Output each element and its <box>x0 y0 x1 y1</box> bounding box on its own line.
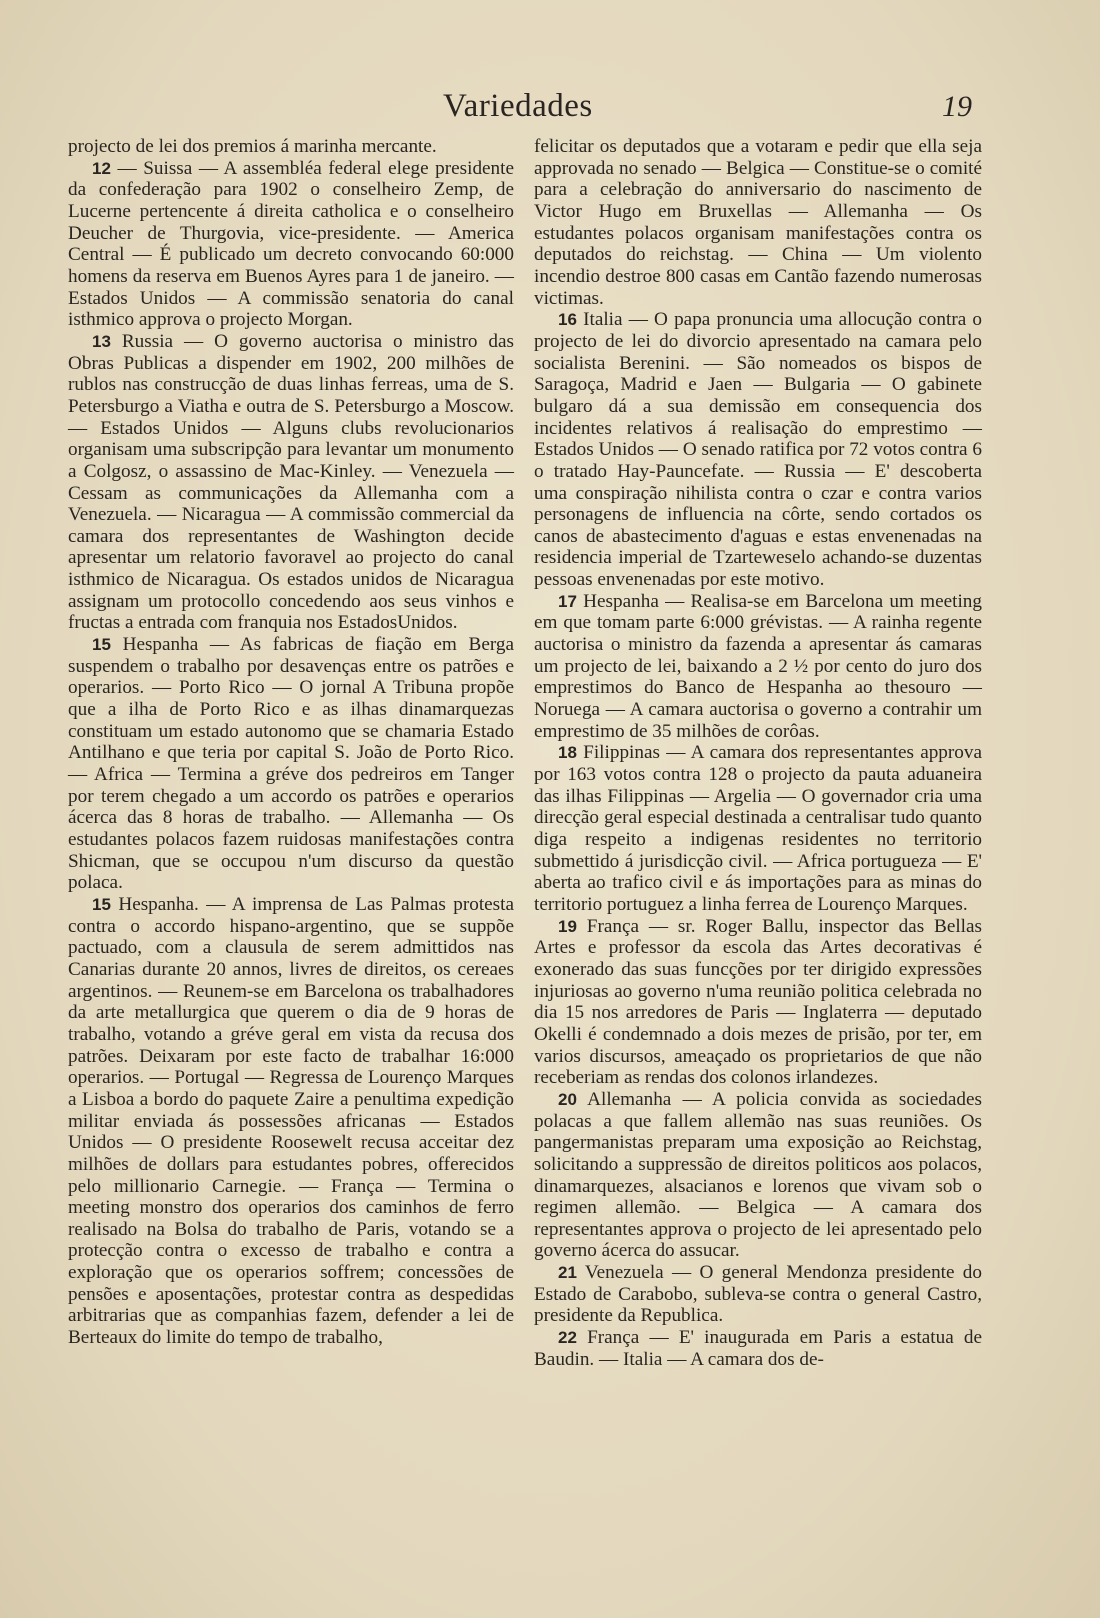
left-column <box>68 136 514 1349</box>
paragraph: 17 Hespanha — Realisa-se em Barcelona um meeting em que tomam parte 6:000 grévistas. — A rainha regente auctorisa o ministro da fazenda a apresentar ás camaras um projecto de lei, baixando a 2 ½ por cento do juro dos emprestimos do Banco de Hespanha ao thesouro — Noruega — A camara auctorisa o governo a contrahir um emprestimo de 35 milhões de corôas. <box>534 590 982 742</box>
paragraph: 15 Hespanha — As fabricas de fiação em Berga suspendem o trabalho por desavenças entre os patrões e operarios. — Porto Rico — O jornal A Tribuna propõe que a ilha de Porto Rico e as ilhas dinamarquezas constituam um estado autonomo que se chamaria Estado Antilhano e que teria por capital S. João de Porto Rico. — Africa — Termina a gréve dos pedreiros em Tanger por terem chegado a um accordo os patrões e operarios ácerca das 8 horas de trabalho. — Allemanha — Os estudantes polacos fazem ruidosas manifestações contra Shicman, que se occupou n'um discurso da questão polaca. <box>68 634 514 894</box>
page-title: Variedades <box>443 88 593 124</box>
day-number: 12 <box>92 158 111 178</box>
day-number: 16 <box>558 310 577 330</box>
paragraph: 20 Allemanha — A policia convida as sociedades polacas a que fallem allemão nas suas reuniões. Os pangermanistas preparam uma exposição ao Reichstag, solicitando a suppressão de direitos politicos aos polacos, dinamarquezes, alsacianos e lorenos que vivam sob o regimen allemão. — Belgica — A camara dos representantes approva o projecto de lei apresentado pelo governo ácerca do assucar. <box>534 1088 982 1262</box>
day-number: 22 <box>558 1328 577 1348</box>
page-number: 19 <box>942 90 972 123</box>
day-number: 15 <box>92 635 111 655</box>
paragraph: felicitar os deputados que a votaram e pedir que ella seja approvada no senado — Belgica — Constitue-se o comité para a celebração do anniversario do nascimento de Victor Hugo em Bruxellas — Allemanha — Os estudantes polacos organisam manifestações contra os deputados do reichstag. — China — Um violento incendio destroe 800 casas em Cantão fazendo numerosas victimas. <box>534 136 982 309</box>
paragraph: 21 Venezuela — O general Mendonza presidente do Estado de Carabobo, subleva-se contra o general Castro, presidente da Republica. <box>534 1262 982 1327</box>
page-header <box>0 88 1100 132</box>
day-number: 17 <box>558 591 577 611</box>
day-number: 15 <box>92 894 111 914</box>
day-number: 13 <box>92 331 111 351</box>
paragraph: 15 Hespanha. — A imprensa de Las Palmas protesta contra o accordo hispano-argentino, que se suppõe pactuado, com a clausula de serem admittidos nas Canarias durante 20 annos, livres de direitos, os cereaes argentinos. — Reunem-se em Barcelona os trabalhadores da arte metallurgica que querem o dia de 9 horas de trabalho, votando a gréve geral em vista da recusa dos patrões. Deixaram por este facto de trabalhar 16:000 operarios. — Portugal — Regressa de Lourenço Marques a Lisboa a bordo do paquete Zaire a penultima expedição militar enviada ás possessões africanas — Estados Unidos — O presidente Roosewelt recusa acceitar dez milhões de dollars para estudantes pobres, offerecidos pelo millionario Carnegie. — França — Termina o meeting monstro dos operarios dos caminhos de ferro realisado na Bolsa do trabalho de Paris, votando se a protecção contra o excesso de trabalho e contra a exploração que os operarios soffrem; concessões de pensões e aposentações, protestar contra as despedidas arbitrarias que as companhias fazem, defender a lei de Berteaux do limite do tempo de trabalho, <box>68 893 514 1349</box>
paragraph: 13 Russia — O governo auctorisa o ministro das Obras Publicas a dispender em 1902, 200 milhões de rublos nas construcção de duas linhas ferreas, uma de S. Petersburgo a Viatha e outra de S. Petersburgo a Moscow. — Estados Unidos — Alguns clubs revolucionarios organisam uma subscripção para levantar um monumento a Colgosz, o assassino de Mac-Kinley. — Venezuela — Cessam as communicações da Allemanha com a Venezuela. — Nicaragua — A commissão commercial da camara dos representantes de Washington decide apresentar um relatorio favoravel ao projecto do canal isthmico de Nicaragua. Os estados unidos de Nicaragua assignam um protocollo concedendo aos seus vinhos e fructas a entrada com franquia nos EstadosUnidos. <box>68 330 514 634</box>
right-column <box>534 136 982 1370</box>
paragraph: 19 França — sr. Roger Ballu, inspector das Bellas Artes e professor da escola das Artes decorativas é exonerado das suas funcções por ter dirigido expressões injuriosas ao governo n'uma reunião politica celebrada no dia 15 nos arredores de Paris — Inglaterra — deputado Okelli é condemnado a dois mezes de prisão, por ter, em varios discursos, ameaçado os proprietarios de que não receberiam as rendas dos colonos irlandezes. <box>534 915 982 1089</box>
paragraph: 18 Filippinas — A camara dos representantes approva por 163 votos contra 128 o projecto da pauta aduaneira das ilhas Filippinas — Argelia — O governador cria uma direcção geral especial destinada a centralisar tudo quanto diga respeito a indigenas residentes no territorio submettido á jurisdicção civil. — Africa portugueza — E' aberta ao trafico civil e ás importações para as minas do territorio portuguez a linha ferrea de Lourenço Marques. <box>534 742 982 915</box>
day-number: 20 <box>558 1089 577 1109</box>
paragraph: projecto de lei dos premios á marinha mercante. <box>68 136 437 157</box>
paragraph: 16 Italia — O papa pronuncia uma allocução contra o projecto de lei do divorcio apresentado na camara pelo socialista Berenini. — São nomeados os bispos de Saragoça, Madrid e Jaen — Bulgaria — O gabinete bulgaro dá a sua demissão em consequencia dos incidentes relativos á realisação do emprestimo — Estados Unidos — O senado ratifica por 72 votos contra 6 o tratado Hay-Pauncefate. — Russia — E' descoberta uma conspiração nihilista contra o czar e contra varios personagens de influencia na côrte, sendo cortados os canos de abastecimento d'aguas e estas envenenadas na residencia imperial de Tzarteweselo achando-se duzentas pessoas envenenadas por este motivo. <box>534 309 982 591</box>
day-number: 18 <box>558 743 577 763</box>
day-number: 19 <box>558 916 577 936</box>
paragraph: 12 — Suissa — A assembléa federal elege presidente da confederação para 1902 o conselheiro Zemp, de Lucerne pertencente á direita catholica e o conselheiro Deucher de Thurgovia, vice-presidente. — America Central — É publicado um decreto convocando 60:000 homens da reserva em Buenos Ayres para 1 de janeiro. — Estados Unidos — A commissão senatoria do canal isthmico approva o projecto Morgan. <box>68 157 514 331</box>
paragraph: 22 França — E' inaugurada em Paris a estatua de Baudin. — Italia — A camara dos de- <box>534 1327 982 1370</box>
day-number: 21 <box>558 1263 577 1283</box>
